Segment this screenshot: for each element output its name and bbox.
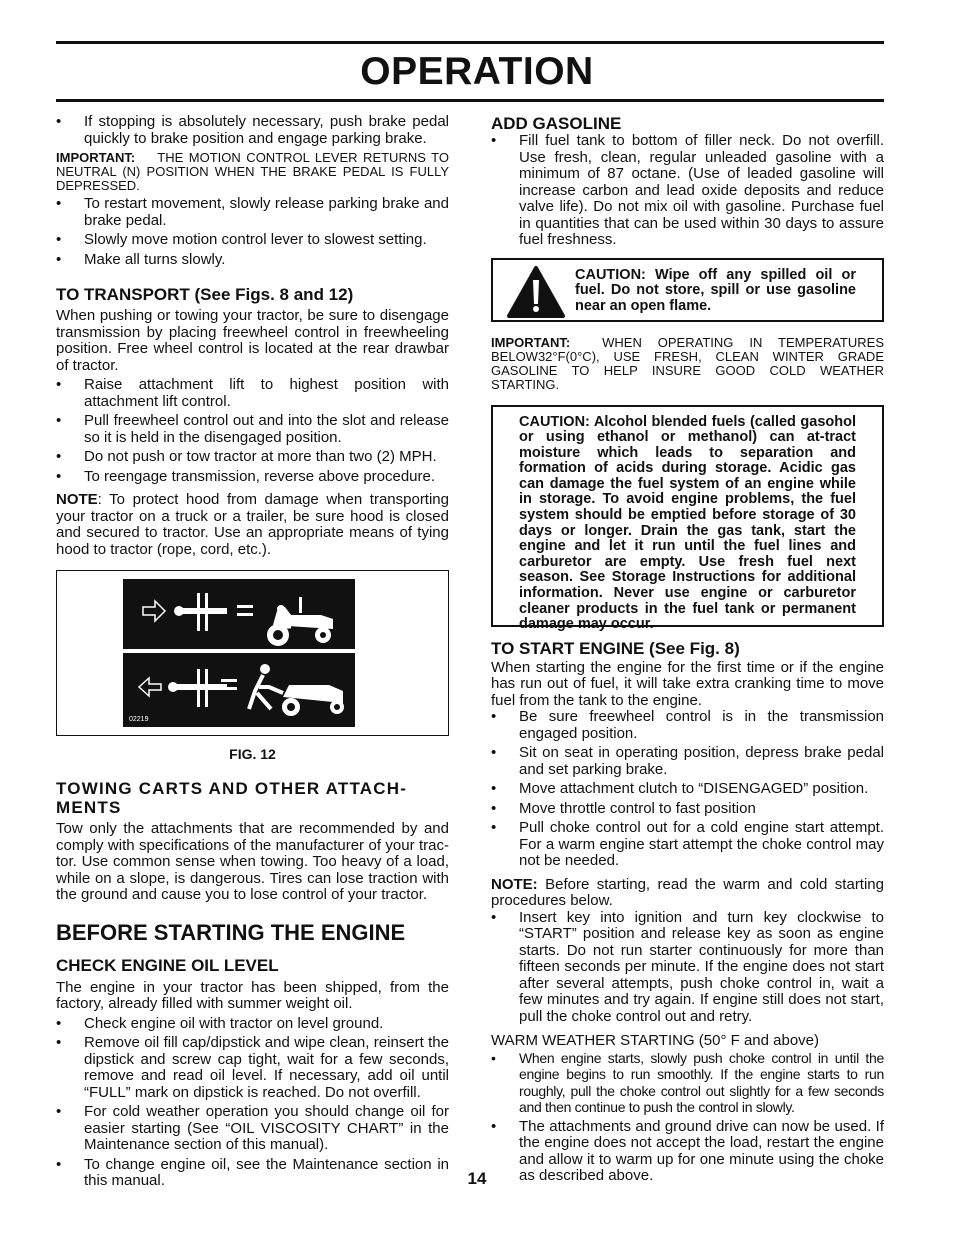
list-item: • Slowly move motion control lever to slowest setting.	[56, 232, 449, 249]
list-item: • Insert key into ignition and turn key clockwise to “START” position and release key as soon as engine starts. Do not run starter continuously for more than fifteen seconds per minute. If the engine does not start after several attempts, push choke control in, wait a few minutes and try again. If engine still does not start, pull the choke control out and retry.	[491, 910, 884, 1026]
important-note: IMPORTANT: WHEN OPERATING IN TEMPERATURES BELOW32°F(0°C), USE FRESH, CLEAN WINTER GRADE GASOLINE TO HELP INSURE GOOD COLD WEATHER STARTING.	[491, 334, 884, 392]
list-item: • If stopping is absolutely necessary, push brake pedal quickly to brake position and engage parking brake.	[56, 114, 449, 147]
caution-box-alcohol-fuels	[491, 405, 884, 633]
list-item: • To change engine oil, see the Maintenance section in this manual.	[56, 1157, 449, 1190]
list-item: • When engine starts, slowly push choke control in until the engine begins to run smoothly. If the engine starts to run roughly, pull the choke control out slightly for a few seconds and then continue to push the control in slowly.	[491, 1050, 884, 1116]
list-item: • Raise attachment lift to highest position with attachment lift control.	[56, 377, 449, 410]
important-note: IMPORTANT: THE MOTION CONTROL LEVER RETURNS TO NEUTRAL (N) POSITION WHEN THE BRAKE PEDAL IS FULLY DEPRESSED.	[56, 150, 449, 193]
list-item: • To restart movement, slowly release parking brake and brake pedal.	[56, 196, 449, 229]
warning-triangle-icon	[505, 264, 567, 320]
list-item: • Pull freewheel control out and into the slot and release so it is held in the disengaged position.	[56, 413, 449, 446]
left-column	[56, 114, 449, 1193]
paragraph: When starting the engine for the first time or if the engine has run out of fuel, it will take extra cranking time to move fuel from the tank to the engine.	[491, 658, 884, 709]
header-bottom-rule	[56, 99, 884, 102]
figure-caption: FIG. 12	[229, 746, 276, 762]
section-heading-start-engine: TO START ENGINE (See Fig. 8)	[491, 638, 740, 658]
section-heading-before-starting: BEFORE STARTING THE ENGINE	[56, 919, 406, 945]
list-item: • Remove oil fill cap/dipstick and wipe clean, reinsert the dipstick and screw cap tight, wait for a few seconds, remove and read oil level. If necessary, add oil until “FULL” mark on dipstick is reached. Do not overfill.	[56, 1035, 449, 1101]
page-number: 14	[467, 1169, 487, 1188]
subheading-warm-weather: WARM WEATHER STARTING (50° F and above)	[491, 1032, 820, 1049]
section-heading-transport: TO TRANSPORT (See Figs. 8 and 12)	[56, 285, 354, 304]
list-item: • Check engine oil with tractor on level ground.	[56, 1016, 449, 1033]
list-item: • Be sure freewheel control is in the transmission engaged position.	[491, 709, 884, 742]
page-title: OPERATION	[360, 50, 594, 93]
freewheel-diagram	[123, 579, 355, 727]
list-item: • Make all turns slowly.	[56, 252, 449, 269]
list-item: • Fill fuel tank to bottom of filler neck. Do not overfill. Use fresh, clean, regular unleaded gasoline with a minimum of 87 octane. (Use of leaded gasoline will increase carbon and lead oxide deposits and reduce valve life). Do not mix oil with gasoline. Purchase fuel in quantities that can be used within 30 days to assure fuel freshness.	[491, 133, 884, 249]
paragraph: The engine in your tractor has been shipped, from the factory, already filled with summer weight oil.	[56, 978, 449, 1012]
section-heading-towing: TOWING CARTS AND OTHER ATTACH-MENTS	[56, 779, 408, 817]
right-column	[491, 114, 884, 1188]
section-heading-gasoline: ADD GASOLINE	[491, 114, 622, 133]
caution-box-spill	[491, 258, 884, 322]
note-paragraph: NOTE: To protect hood from damage when transporting your tractor on a truck or a trailer, be sure hood is closed and secured to tractor. Use an appropriate means of tying hood to tractor (rope, cord, etc.).	[56, 491, 449, 558]
caution-text: CAUTION: Alcohol blended fuels (called gasohol or using ethanol or methanol) can at-tract moisture which leads to separation and formation of acids during storage. Acidic gas can damage the fuel system of an engine while in storage. To avoid engine problems, the fuel system should be emptied before storage of 30 days or longer. Drain the gas tank, start the engine and let it run until the fuel lines and carburetor are empty. Use fresh fuel next season. See Storage Instructions for additional information. Never use engine or carburetor cleaner products in the fuel tank or permanent damage may occur.	[519, 413, 856, 633]
list-item: • Pull choke control out for a cold engine start attempt. For a warm engine start attempt the choke control may not be needed.	[491, 820, 884, 870]
list-item: • Sit on seat in operating position, depress brake pedal and set parking brake.	[491, 745, 884, 778]
list-item: • The attachments and ground drive can now be used. If the engine does not accept the load, restart the engine and allow it to warm up for one minute using the choke as described above.	[491, 1119, 884, 1185]
list-item: • Move attachment clutch to “DISENGAGED” position.	[491, 781, 884, 798]
section-heading-oil: CHECK ENGINE OIL LEVEL	[56, 955, 279, 975]
list-item: • Do not push or tow tractor at more than two (2) MPH.	[56, 449, 449, 466]
note-paragraph: NOTE: Before starting, read the warm and cold starting procedures below.	[491, 875, 884, 909]
list-item: • For cold weather operation you should change oil for easier starting (See “OIL VISCOSITY CHART” in the Maintenance section of this manual).	[56, 1104, 449, 1154]
paragraph: When pushing or towing your tractor, be sure to disengage transmission by placing freewheel control in freewheeling position. Free wheel control is located at the rear drawbar of tractor.	[56, 307, 449, 374]
paragraph: Tow only the attachments that are recommended by and comply with specifications of the manufacturer of your trac-tor. Use common sense when towing. Too heavy of a load, while on a slope, is dangerous. Tires can lose traction with the ground and cause you to lose control of your tractor.	[56, 820, 449, 903]
caution-text: CAUTION: Wipe off any spilled oil or fuel. Do not store, spill or use gasoline near an open flame.	[575, 266, 856, 314]
figure-code: 02219	[129, 716, 149, 723]
header-top-rule	[56, 41, 884, 44]
list-item: • Move throttle control to fast position	[491, 801, 884, 818]
list-item: • To reengage transmission, reverse above procedure.	[56, 469, 449, 486]
figure-12	[56, 570, 449, 736]
